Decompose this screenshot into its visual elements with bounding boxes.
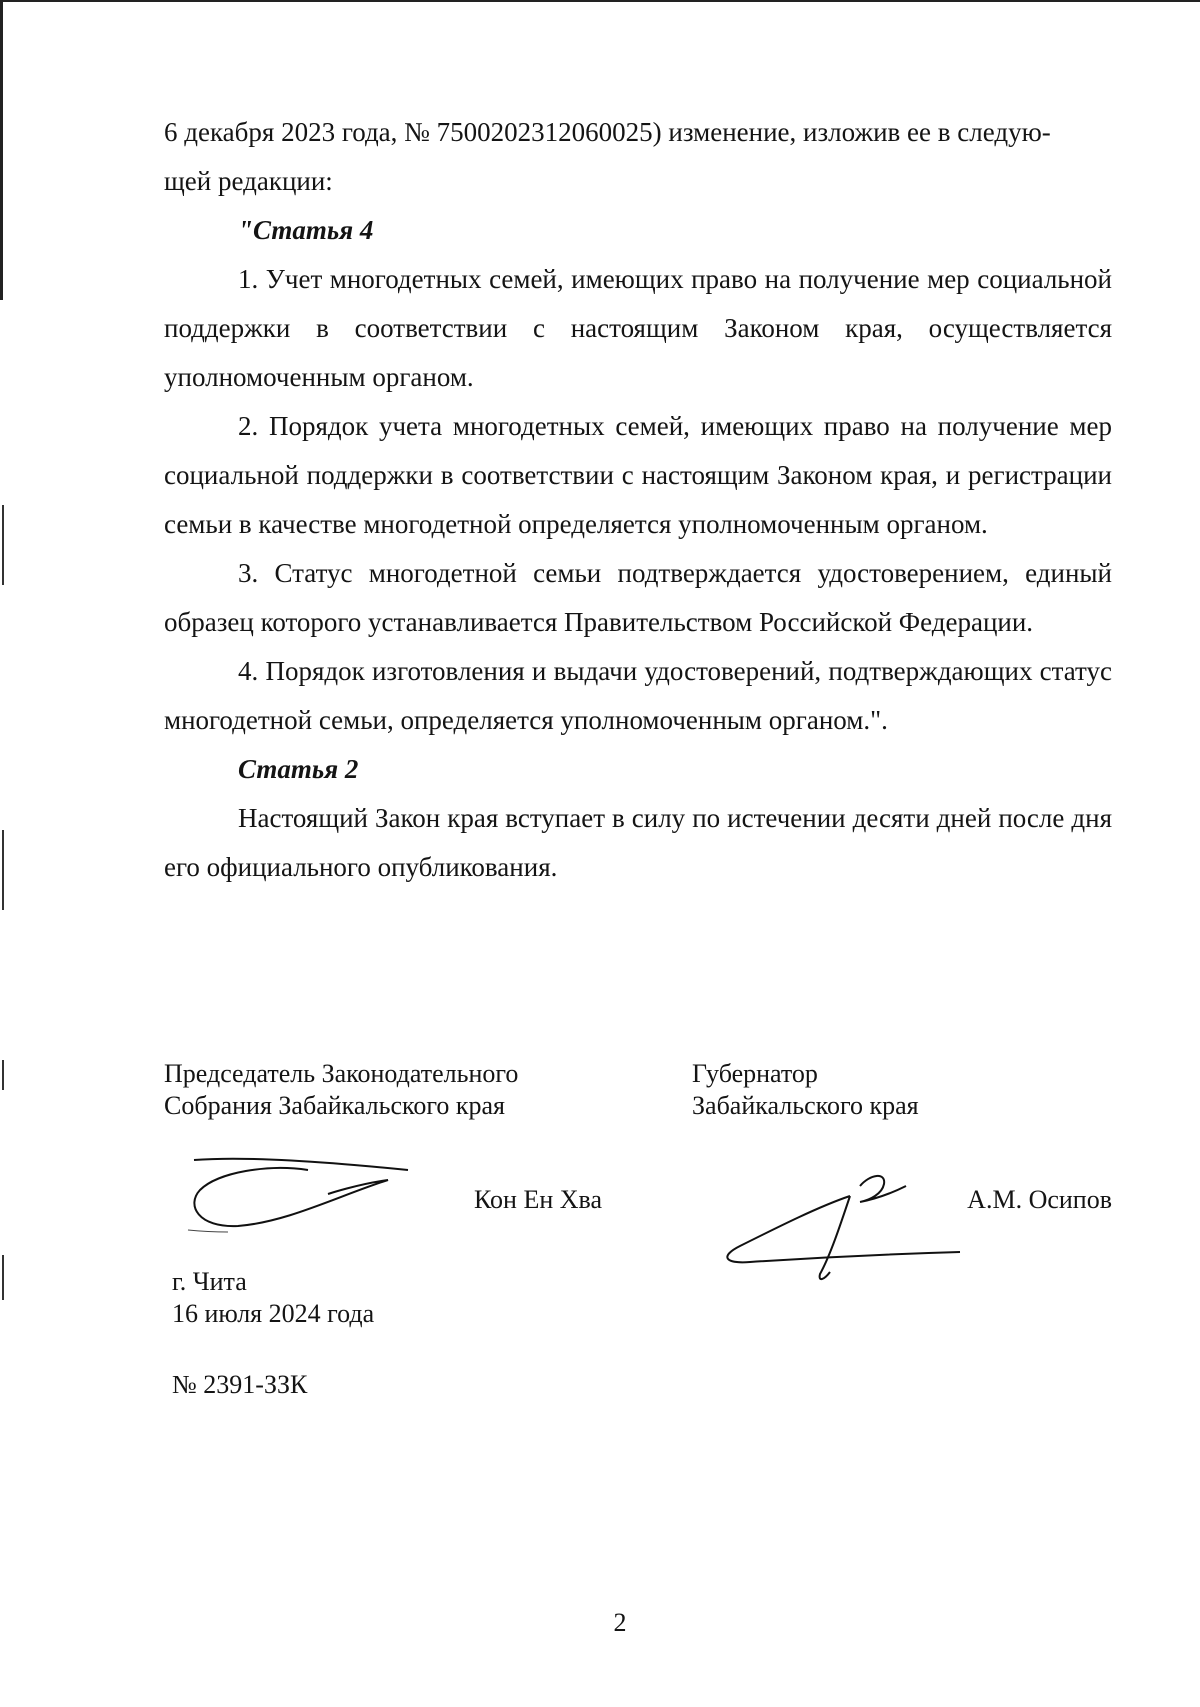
article-4-item-4: 4. Порядок изготовления и выдачи удостоверений, подтверждающих статус многодетной семьи, определяется уполномоченным органом.". [164,656,1112,735]
chairman-signature-icon [178,1150,418,1240]
scan-mark [2,505,4,585]
article-2-text: Настоящий Закон края вступает в силу по истечении десяти дней после дня его официального опубликования. [164,803,1112,882]
scan-mark [2,830,4,910]
chairman-title [164,1058,584,1122]
article-4-item-3: 3. Статус многодетной семьи подтверждается удостоверением, единый образец которого устанавливается Правительством Российской Федерации. [164,558,1112,637]
scan-mark [2,1060,4,1090]
place-and-date [172,1266,374,1330]
governor-name: А.М. Осипов [967,1185,1112,1214]
document-body [164,108,1112,892]
article-4-item-2: 2. Порядок учета многодетных семей, имеющих право на получение мер социальной поддержки в соответствии с настоящим Законом края, и регистрации семьи в качестве многодетной определяется уполномоченным органом. [164,411,1112,539]
intro-continuation: щей редакции: [164,166,333,196]
chairman-title-line-2: Собрания Забайкальского края [164,1091,505,1120]
intro-paragraph [164,108,1112,206]
governor-title-line-2: Забайкальского края [692,1091,919,1120]
chairman-name: Кон Ен Хва [474,1185,603,1214]
scan-mark [2,1255,4,1300]
chairman-title-line-1: Председатель Законодательного [164,1059,519,1088]
article-2-heading: Статья 2 [238,754,359,784]
governor-title [692,1058,1092,1122]
governor-title-line-1: Губернатор [692,1059,818,1088]
page-number: 2 [613,1608,627,1637]
law-number: № 2391-ЗЗК [172,1370,308,1399]
scan-edge-left [0,0,3,300]
intro-line: 6 декабря 2023 года, № 7500202312060025) изменение, изложив ее в следую- [164,117,1051,147]
scan-edge-top [0,0,1200,6]
article-4-heading: "Статья 4 [238,215,374,245]
city: г. Чита [172,1267,247,1296]
governor-signature-icon [720,1166,980,1286]
article-4-item-1: 1. Учет многодетных семей, имеющих право на получение мер социальной поддержки в соответствии с настоящим Законом края, осуществляется уполномоченным органом. [164,264,1112,392]
signing-date: 16 июля 2024 года [172,1299,375,1328]
